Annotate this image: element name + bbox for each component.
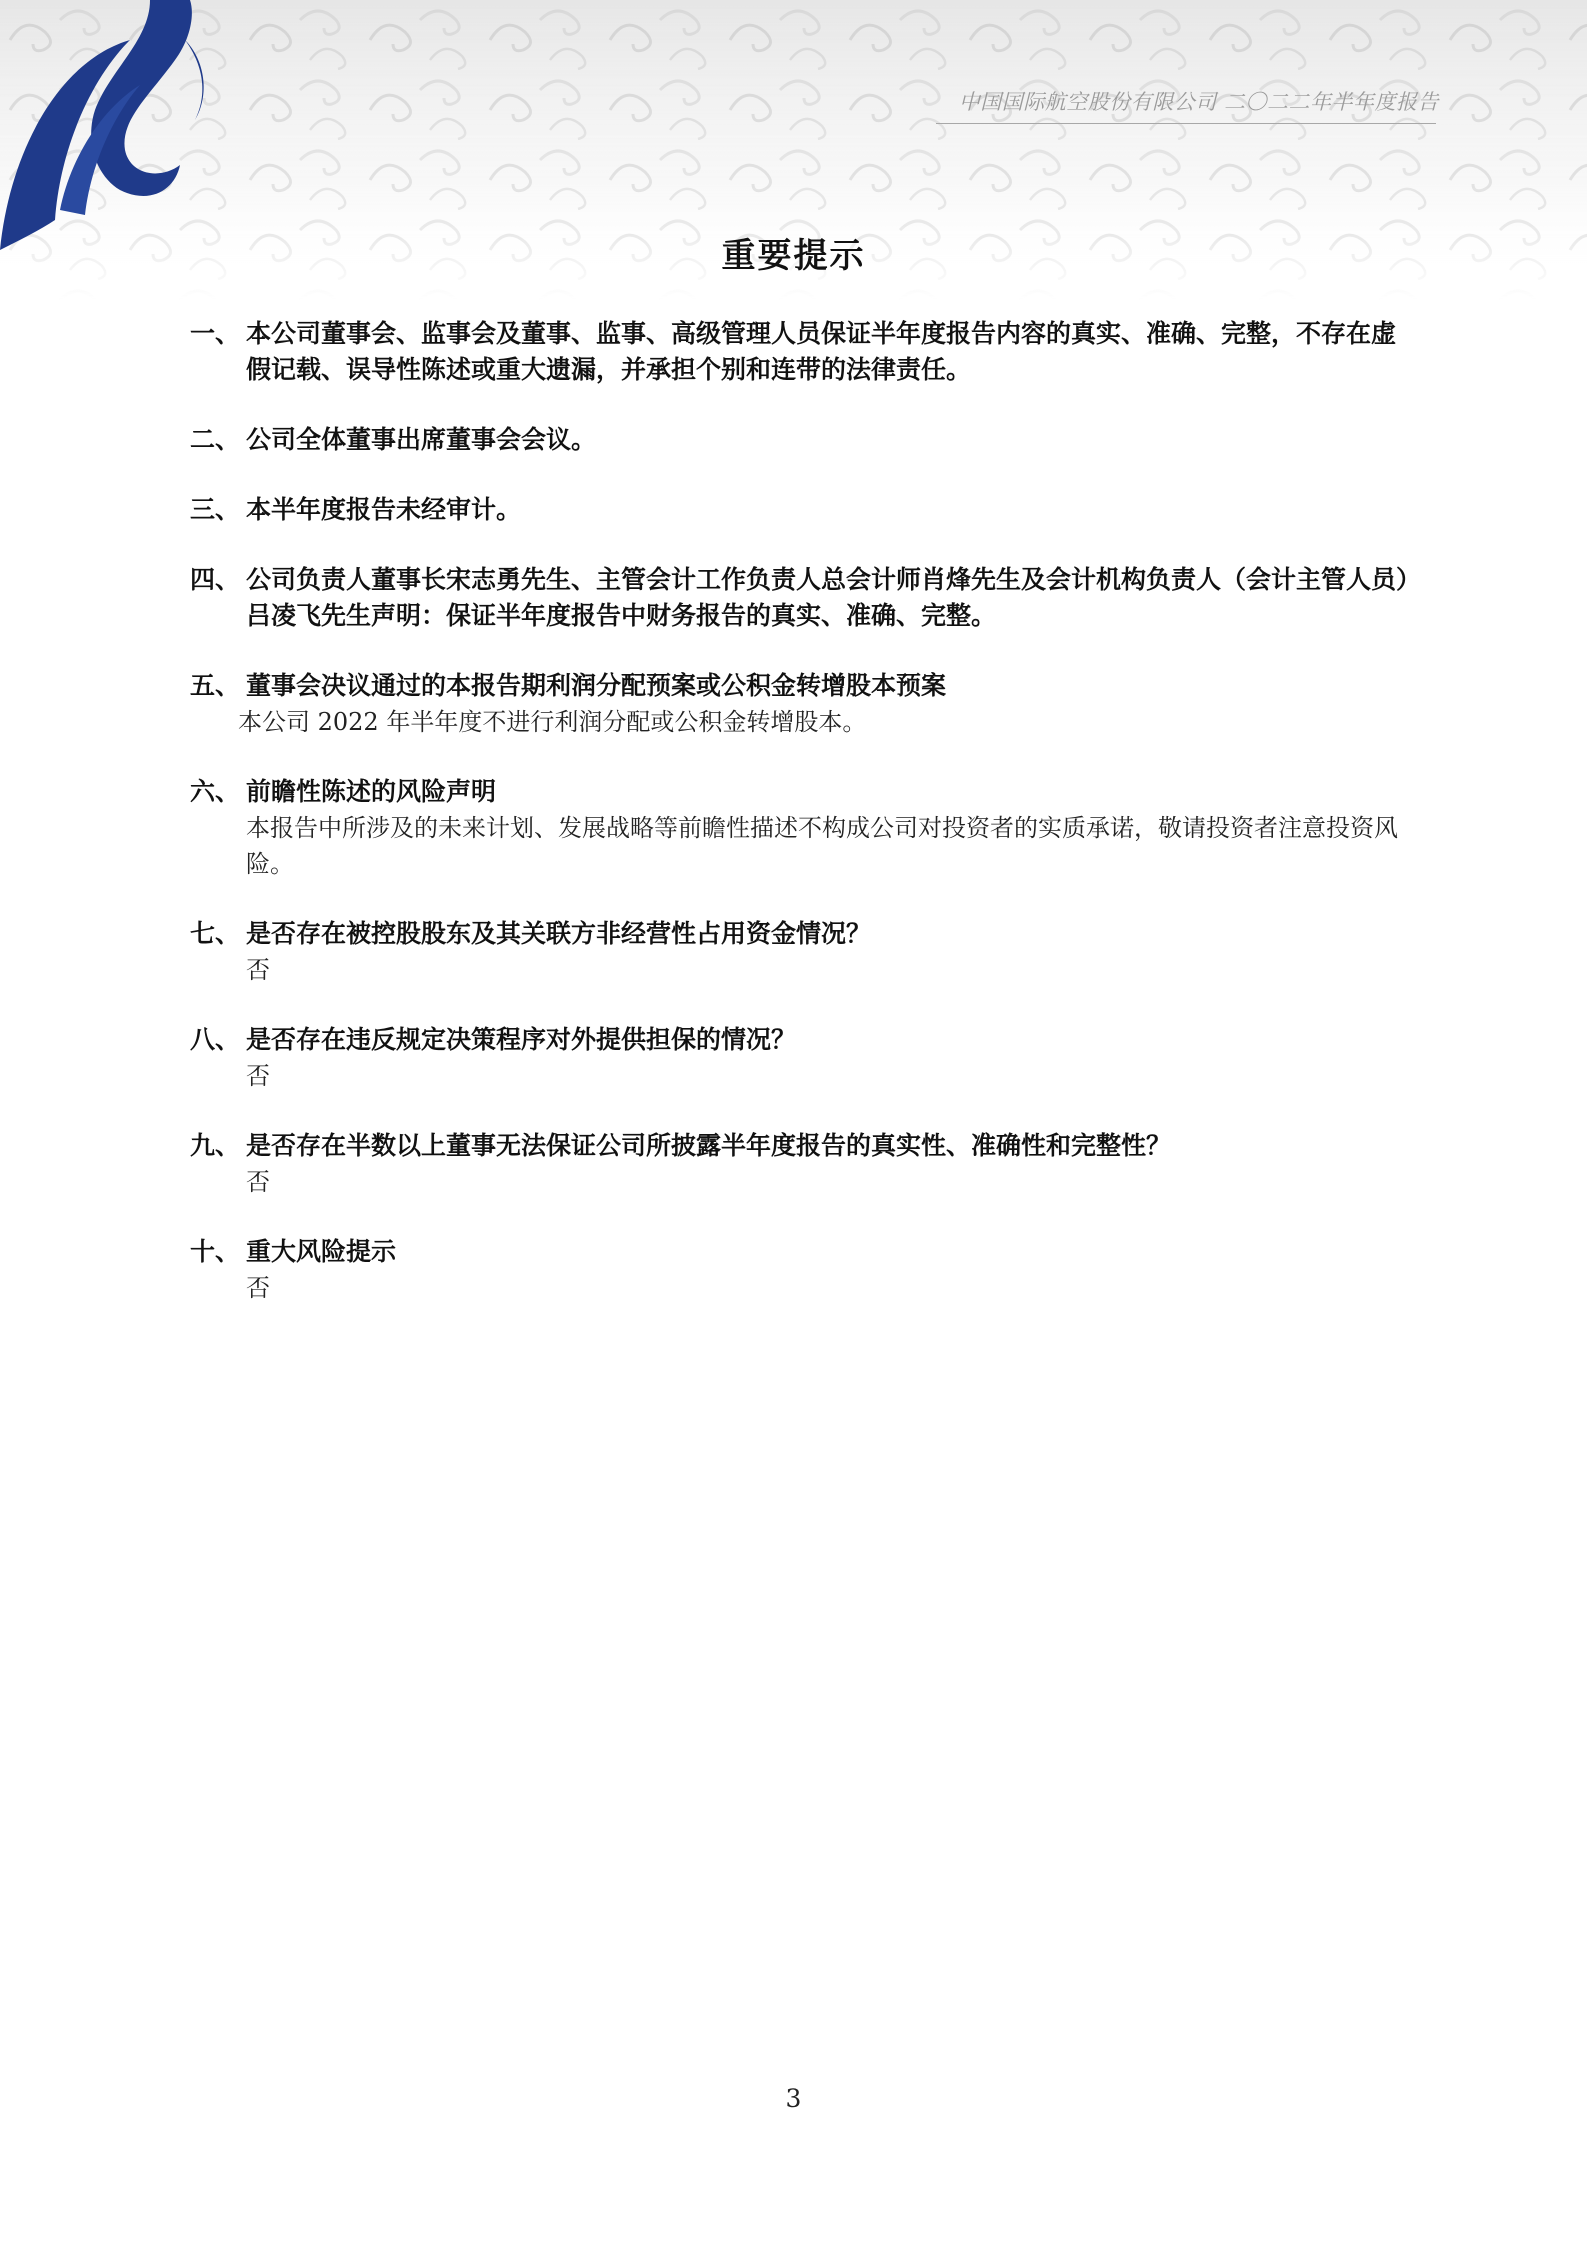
list-item bbox=[190, 492, 1410, 528]
item-body: 否 bbox=[246, 1274, 270, 1302]
list-item bbox=[190, 916, 1410, 988]
item-number: 六、 bbox=[190, 777, 241, 806]
list-item bbox=[190, 1022, 1410, 1094]
list-item bbox=[190, 562, 1410, 634]
item-heading: 是否存在被控股股东及其关联方非经营性占用资金情况？ bbox=[246, 919, 872, 948]
item-heading: 前瞻性陈述的风险声明 bbox=[246, 777, 497, 806]
item-body: 否 bbox=[246, 1062, 270, 1090]
item-heading: 公司全体董事出席董事会会议。 bbox=[246, 425, 597, 454]
item-number: 五、 bbox=[190, 671, 241, 700]
header-divider bbox=[936, 123, 1436, 124]
notice-list bbox=[190, 316, 1410, 1340]
page-title: 重要提示 bbox=[721, 236, 866, 276]
item-heading: 本公司董事会、监事会及董事、监事、高级管理人员保证半年度报告内容的真实、准确、完整，不存在虚假记载、误导性陈述或重大遗漏，并承担个别和连带的法律责任。 bbox=[246, 319, 1397, 384]
item-number: 八、 bbox=[190, 1025, 241, 1054]
list-item bbox=[190, 668, 1410, 740]
item-body: 本公司 2022 年半年度不进行利润分配或公积金转增股本。 bbox=[238, 708, 867, 736]
item-number: 一、 bbox=[190, 319, 241, 348]
item-body: 本报告中所涉及的未来计划、发展战略等前瞻性描述不构成公司对投资者的实质承诺，敬请投资者注意投资风险。 bbox=[246, 814, 1398, 878]
item-body: 否 bbox=[246, 956, 270, 984]
running-header: 中国国际航空股份有限公司 二〇二二年半年度报告 bbox=[958, 90, 1439, 114]
item-number: 三、 bbox=[190, 495, 241, 524]
item-heading: 董事会决议通过的本报告期利润分配预案或公积金转增股本预案 bbox=[246, 671, 947, 700]
list-item bbox=[190, 422, 1410, 458]
item-body: 否 bbox=[246, 1168, 270, 1196]
item-heading: 是否存在半数以上董事无法保证公司所披露半年度报告的真实性、准确性和完整性？ bbox=[246, 1131, 1172, 1160]
page-number: 3 bbox=[785, 2084, 802, 2113]
item-heading: 公司负责人董事长宋志勇先生、主管会计工作负责人总会计师肖烽先生及会计机构负责人（会计主管人员）吕凌飞先生声明：保证半年度报告中财务报告的真实、准确、完整。 bbox=[246, 565, 1409, 630]
item-heading: 重大风险提示 bbox=[246, 1237, 397, 1266]
item-number: 九、 bbox=[190, 1131, 241, 1160]
list-item bbox=[190, 774, 1410, 882]
list-item bbox=[190, 1128, 1410, 1200]
item-heading: 本半年度报告未经审计。 bbox=[246, 495, 522, 524]
list-item bbox=[190, 1234, 1410, 1306]
list-item bbox=[190, 316, 1410, 388]
item-heading: 是否存在违反规定决策程序对外提供担保的情况？ bbox=[246, 1025, 797, 1054]
item-number: 十、 bbox=[190, 1237, 241, 1266]
item-number: 四、 bbox=[190, 565, 241, 594]
item-number: 二、 bbox=[190, 425, 241, 454]
item-number: 七、 bbox=[190, 919, 241, 948]
